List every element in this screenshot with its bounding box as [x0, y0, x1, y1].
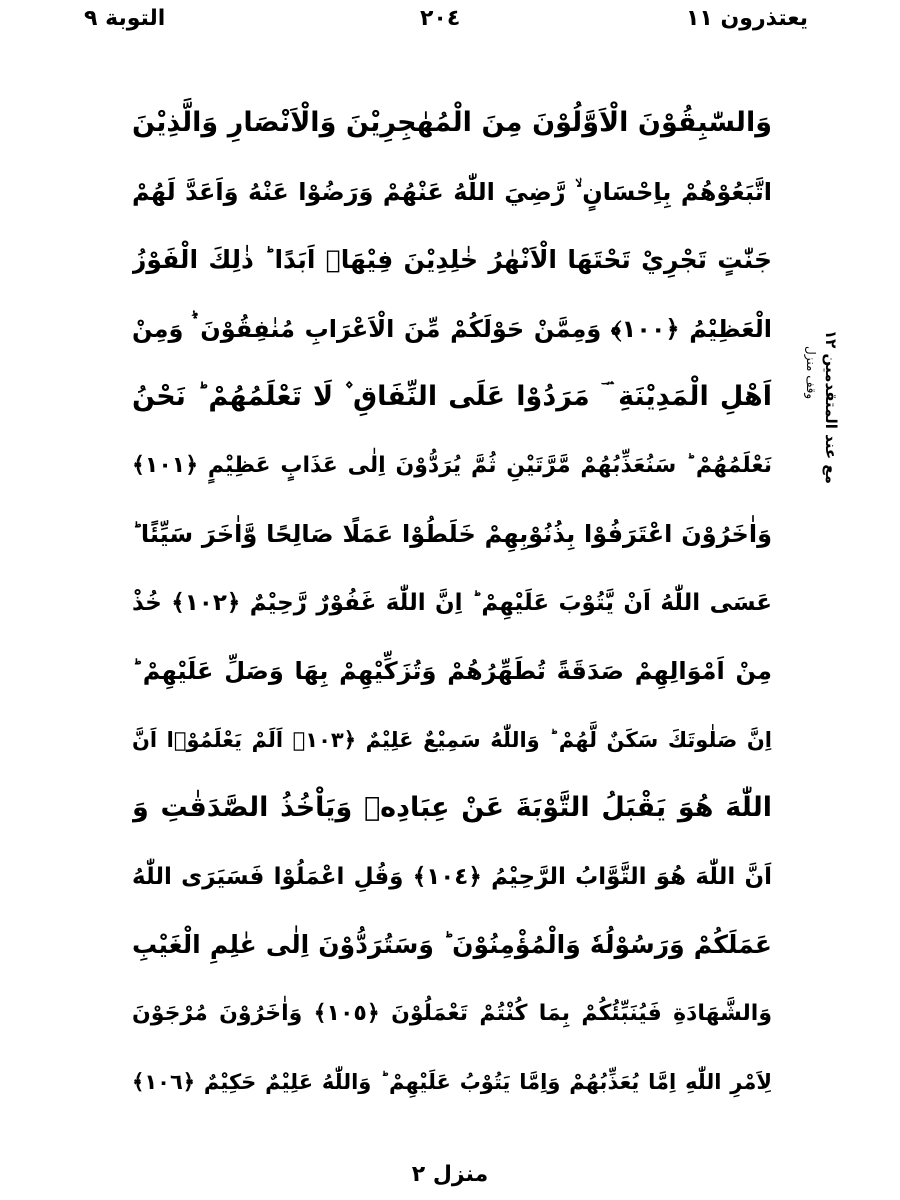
verse-line	[132, 914, 772, 976]
verse-line	[132, 366, 772, 428]
verse-line-text: اَهْلِ الْمَدِيْنَةِ ۛ ؔ مَرَدُوْا عَلَى النِّفَاقِ ۫ لَا تَعْلَمُهُمْ ؕ نَحْنُ	[132, 381, 772, 412]
verse-line	[132, 298, 772, 360]
verse-line-text: مِنْ اَمْوَالِهِمْ صَدَقَةً تُطَهِّرُهُمْ وَتُزَكِّيْهِمْ بِهَا وَصَلِّ عَلَيْهِمْ ؕ	[132, 657, 772, 685]
verse-line-text: وَاٰخَرُوْنَ اعْتَرَفُوْا بِذُنُوْبِهِمْ خَلَطُوْا عَمَلًا صَالِحًا وَّاٰخَرَ سَيِّئًا ؕ	[132, 520, 772, 548]
verse-line-text: اِنَّ صَلٰوتَكَ سَكَنٌ لَّهُمْ ؕ وَاللّٰهُ سَمِيْعٌ عَلِيْمٌ ﴿١٠٣﴾ اَلَمْ يَعْلَمُوْۤا اَنَّ	[132, 727, 772, 752]
page-header	[0, 4, 900, 36]
verse-line-text: نَعْلَمُهُمْ ؕ سَنُعَذِّبُهُمْ مَّرَّتَيْنِ ثُمَّ يُرَدُّوْنَ اِلٰى عَذَابٍ عَظِيْمٍ ﴿١٠١﴾	[132, 452, 772, 478]
verse-line	[132, 1051, 772, 1113]
header-page-number: ٢٠٤	[420, 6, 461, 31]
verse-line-text: اَنَّ اللّٰهَ هُوَ التَّوَّابُ الرَّحِيْمُ ﴿١٠٤﴾ وَقُلِ اعْمَلُوْا فَسَيَرَى اللّٰهُ	[132, 863, 772, 890]
verse-line-text: اللّٰهَ هُوَ يَقْبَلُ التَّوْبَةَ عَنْ عِبَادِهٖ وَيَاْخُذُ الصَّدَقٰتِ وَ	[132, 792, 772, 823]
verse-line	[132, 572, 772, 634]
verse-line-text: اتَّبَعُوْهُمْ بِاِحْسَانٍ ۙ رَّضِيَ اللّٰهُ عَنْهُمْ وَرَضُوْا عَنْهُ وَاَعَدَّ لَهُمْ	[132, 177, 772, 206]
verse-line-text: عَسَى اللّٰهُ اَنْ يَّتُوْبَ عَلَيْهِمْ ؕ اِنَّ اللّٰهَ غَفُوْرٌ رَّحِيْمٌ ﴿١٠٢﴾ خُذْ	[132, 589, 772, 616]
footer-manzil-label: منزل ٢	[411, 1162, 489, 1187]
verse-line-text: لِاَمْرِ اللّٰهِ اِمَّا يُعَذِّبُهُمْ وَاِمَّا يَتُوْبُ عَلَيْهِمْ ؕ وَاللّٰهُ عَلِيْمٌ حَكِيْمٌ ﴿١٠٦﴾	[132, 1070, 772, 1094]
header-surah-title: التوبة ٩	[84, 6, 166, 31]
verse-line-text: وَالسّٰبِقُوْنَ الْاَوَّلُوْنَ مِنَ الْمُهٰجِرِيْنَ وَالْاَنْصَارِ وَالَّذِيْنَ	[132, 107, 772, 138]
verse-text-block	[132, 92, 772, 1102]
verse-line	[132, 435, 772, 497]
margin-note	[790, 330, 870, 490]
margin-note-sub: وقف منزل	[804, 346, 818, 400]
verse-line	[132, 777, 772, 839]
verse-line	[132, 640, 772, 702]
verse-line	[132, 229, 772, 291]
verse-line	[132, 92, 772, 154]
verse-line	[132, 161, 772, 223]
verse-line-text: الْعَظِيْمُ ﴿١٠٠﴾ وَمِمَّنْ حَوْلَكُمْ مِّنَ الْاَعْرَابِ مُنٰفِقُوْنَ ۛؕ وَمِنْ	[132, 314, 772, 343]
page-footer	[0, 1160, 900, 1190]
verse-line	[132, 503, 772, 565]
verse-line	[132, 983, 772, 1045]
verse-line-text: عَمَلَكُمْ وَرَسُوْلُهٗ وَالْمُؤْمِنُوْنَ ؕ وَسَتُرَدُّوْنَ اِلٰى عٰلِمِ الْغَيْبِ	[132, 930, 772, 959]
verse-line	[132, 709, 772, 771]
margin-note-main: مع عند المتقدمین ۱۲	[822, 330, 840, 484]
verse-line-text: جَنّٰتٍ تَجْرِيْ تَحْتَهَا الْاَنْهٰرُ خٰلِدِيْنَ فِيْهَاۤ اَبَدًا ؕ ذٰلِكَ الْفَوْزُ	[132, 245, 772, 274]
header-para-title: يعتذرون ١١	[685, 6, 808, 31]
verse-line-text: وَالشَّهَادَةِ فَيُنَبِّئُكُمْ بِمَا كُنْتُمْ تَعْمَلُوْنَ ﴿١٠٥﴾ وَاٰخَرُوْنَ مُرْجَوْنَ	[132, 1000, 772, 1026]
verse-line	[132, 846, 772, 908]
